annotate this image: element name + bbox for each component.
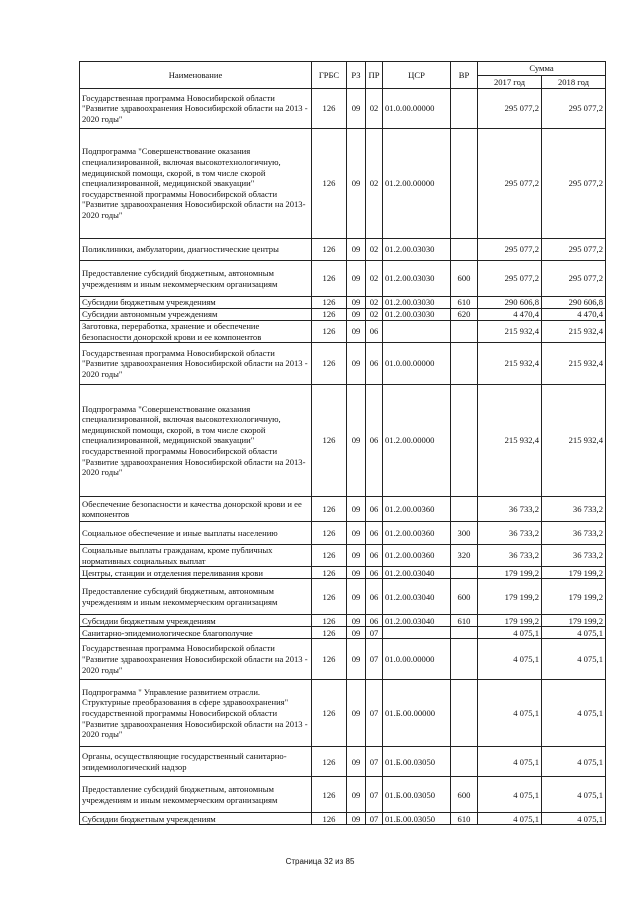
cell-grbs: 126 <box>312 579 347 615</box>
cell-grbs: 126 <box>312 309 347 321</box>
table-row <box>80 567 606 579</box>
cell-sum-2017: 295 077,2 <box>478 89 542 129</box>
cell-rz: 09 <box>347 497 366 522</box>
cell-rz: 09 <box>347 89 366 129</box>
cell-sum-2018: 295 077,2 <box>542 261 606 297</box>
cell-csr: 01.0.00.00000 <box>383 343 451 385</box>
cell-pr: 06 <box>366 579 383 615</box>
cell-pr: 07 <box>366 680 383 747</box>
cell-csr: 01.2.00.03040 <box>383 615 451 627</box>
cell-rz: 09 <box>347 639 366 680</box>
table-row <box>80 129 606 239</box>
cell-vr <box>451 627 478 639</box>
cell-sum-2018: 295 077,2 <box>542 239 606 261</box>
cell-name: Субсидии бюджетным учреждениям <box>80 297 312 309</box>
header-2017: 2017 год <box>478 76 542 89</box>
cell-pr: 07 <box>366 813 383 825</box>
cell-pr: 02 <box>366 309 383 321</box>
cell-grbs: 126 <box>312 89 347 129</box>
cell-csr: 01.Б.00.03050 <box>383 813 451 825</box>
cell-rz: 09 <box>347 309 366 321</box>
cell-vr <box>451 89 478 129</box>
cell-csr <box>383 627 451 639</box>
cell-pr: 06 <box>366 343 383 385</box>
cell-name: Субсидии бюджетным учреждениям <box>80 813 312 825</box>
cell-sum-2018: 36 733,2 <box>542 545 606 567</box>
cell-csr: 01.2.00.00360 <box>383 545 451 567</box>
cell-vr: 610 <box>451 297 478 309</box>
cell-sum-2018: 295 077,2 <box>542 129 606 239</box>
cell-sum-2018: 179 199,2 <box>542 579 606 615</box>
cell-sum-2017: 179 199,2 <box>478 579 542 615</box>
header-csr: ЦСР <box>383 62 451 89</box>
cell-pr: 02 <box>366 239 383 261</box>
cell-csr: 01.2.00.00000 <box>383 129 451 239</box>
cell-pr: 07 <box>366 639 383 680</box>
cell-vr: 610 <box>451 813 478 825</box>
cell-sum-2017: 179 199,2 <box>478 567 542 579</box>
cell-grbs: 126 <box>312 297 347 309</box>
cell-name: Органы, осуществляющие государственный санитарно-эпидемиологический надзор <box>80 747 312 777</box>
cell-vr <box>451 639 478 680</box>
cell-sum-2017: 215 932,4 <box>478 385 542 497</box>
table-row <box>80 297 606 309</box>
cell-name: Государственная программа Новосибирской области "Развитие здравоохранения Новосибирской области на 2013 - 2020 годы" <box>80 89 312 129</box>
cell-vr: 610 <box>451 615 478 627</box>
cell-sum-2017: 36 733,2 <box>478 545 542 567</box>
table-row <box>80 627 606 639</box>
cell-pr: 02 <box>366 261 383 297</box>
cell-sum-2018: 179 199,2 <box>542 567 606 579</box>
cell-csr: 01.2.00.03030 <box>383 309 451 321</box>
cell-name: Санитарно-эпидемиологическое благополучие <box>80 627 312 639</box>
cell-sum-2018: 4 075,1 <box>542 813 606 825</box>
cell-rz: 09 <box>347 321 366 343</box>
cell-sum-2018: 4 075,1 <box>542 680 606 747</box>
cell-vr: 600 <box>451 579 478 615</box>
cell-csr: 01.2.00.03030 <box>383 239 451 261</box>
cell-grbs: 126 <box>312 321 347 343</box>
cell-name: Центры, станции и отделения переливания крови <box>80 567 312 579</box>
cell-vr <box>451 343 478 385</box>
cell-rz: 09 <box>347 129 366 239</box>
cell-pr: 06 <box>366 545 383 567</box>
cell-sum-2017: 4 075,1 <box>478 627 542 639</box>
cell-csr: 01.0.00.00000 <box>383 639 451 680</box>
cell-vr <box>451 321 478 343</box>
header-name: Наименование <box>80 62 312 89</box>
cell-grbs: 126 <box>312 813 347 825</box>
cell-rz: 09 <box>347 385 366 497</box>
cell-pr: 06 <box>366 321 383 343</box>
cell-rz: 09 <box>347 545 366 567</box>
cell-rz: 09 <box>347 627 366 639</box>
cell-vr: 600 <box>451 777 478 813</box>
cell-name: Заготовка, переработка, хранение и обеспечение безопасности донорской крови и ее компонентов <box>80 321 312 343</box>
cell-sum-2018: 215 932,4 <box>542 385 606 497</box>
cell-name: Предоставление субсидий бюджетным, автономным учреждениям и иным некоммерческим организациям <box>80 777 312 813</box>
cell-sum-2017: 4 075,1 <box>478 639 542 680</box>
cell-vr <box>451 680 478 747</box>
table-row <box>80 385 606 497</box>
cell-sum-2017: 215 932,4 <box>478 343 542 385</box>
cell-sum-2017: 4 075,1 <box>478 680 542 747</box>
cell-vr <box>451 385 478 497</box>
cell-name: Подпрограмма " Управление развитием отрасли. Структурные преобразования в сфере здравоохранения" государственной программы Новосибирской области "Развитие здравоохранения Новосибирской области на 2013 - 2020 годы" <box>80 680 312 747</box>
cell-sum-2018: 290 606,8 <box>542 297 606 309</box>
cell-pr: 06 <box>366 522 383 545</box>
cell-csr: 01.0.00.00000 <box>383 89 451 129</box>
cell-name: Государственная программа Новосибирской области "Развитие здравоохранения Новосибирской области на 2013 - 2020 годы" <box>80 639 312 680</box>
cell-sum-2018: 295 077,2 <box>542 89 606 129</box>
table-row <box>80 239 606 261</box>
cell-rz: 09 <box>347 522 366 545</box>
header-sum: Сумма <box>478 62 606 76</box>
cell-name: Субсидии бюджетным учреждениям <box>80 615 312 627</box>
cell-grbs: 126 <box>312 567 347 579</box>
cell-sum-2018: 215 932,4 <box>542 343 606 385</box>
page-footer: Страница 32 из 85 <box>285 857 355 866</box>
cell-name: Государственная программа Новосибирской области "Развитие здравоохранения Новосибирской области на 2013 - 2020 годы" <box>80 343 312 385</box>
cell-sum-2018: 4 075,1 <box>542 639 606 680</box>
cell-grbs: 126 <box>312 129 347 239</box>
cell-grbs: 126 <box>312 239 347 261</box>
cell-csr: 01.Б.00.03050 <box>383 747 451 777</box>
table-row <box>80 615 606 627</box>
cell-sum-2018: 4 075,1 <box>542 627 606 639</box>
cell-grbs: 126 <box>312 680 347 747</box>
cell-grbs: 126 <box>312 497 347 522</box>
header-grbs: ГРБС <box>312 62 347 89</box>
cell-rz: 09 <box>347 680 366 747</box>
cell-name: Подпрограмма "Совершенствование оказания специализированной, включая высокотехнологичную, медицинской помощи, скорой, в том числе скорой специализированной, медицинской эвакуации" государственной программы Новосибирской области "Развитие здравоохранения Новосибирской области на 2013-2020 годы" <box>80 129 312 239</box>
cell-csr: 01.2.00.00360 <box>383 522 451 545</box>
cell-name: Субсидии автономным учреждениям <box>80 309 312 321</box>
cell-grbs: 126 <box>312 385 347 497</box>
cell-vr: 600 <box>451 261 478 297</box>
cell-name: Предоставление субсидий бюджетным, автономным учреждениям и иным некоммерческим организациям <box>80 261 312 297</box>
cell-csr: 01.2.00.03030 <box>383 261 451 297</box>
cell-rz: 09 <box>347 747 366 777</box>
cell-pr: 02 <box>366 89 383 129</box>
cell-csr: 01.2.00.03030 <box>383 297 451 309</box>
table-row <box>80 579 606 615</box>
cell-csr: 01.2.00.00000 <box>383 385 451 497</box>
cell-csr: 01.Б.00.03050 <box>383 777 451 813</box>
cell-sum-2018: 179 199,2 <box>542 615 606 627</box>
cell-sum-2017: 4 075,1 <box>478 747 542 777</box>
cell-rz: 09 <box>347 813 366 825</box>
cell-grbs: 126 <box>312 545 347 567</box>
cell-grbs: 126 <box>312 522 347 545</box>
cell-sum-2018: 36 733,2 <box>542 497 606 522</box>
cell-vr <box>451 567 478 579</box>
cell-vr <box>451 239 478 261</box>
cell-sum-2017: 215 932,4 <box>478 321 542 343</box>
cell-name: Подпрограмма "Совершенствование оказания специализированной, включая высокотехнологичную, медицинской помощи, скорой, в том числе скорой специализированной, медицинской эвакуации" государственной программы Новосибирской области "Развитие здравоохранения Новосибирской области на 2013-2020 годы" <box>80 385 312 497</box>
header-vr: ВР <box>451 62 478 89</box>
cell-pr: 06 <box>366 567 383 579</box>
cell-grbs: 126 <box>312 747 347 777</box>
cell-grbs: 126 <box>312 343 347 385</box>
header-2018: 2018 год <box>542 76 606 89</box>
cell-grbs: 126 <box>312 615 347 627</box>
table-row <box>80 680 606 747</box>
header-pr: ПР <box>366 62 383 89</box>
cell-name: Обеспечение безопасности и качества донорской крови и ее компонентов <box>80 497 312 522</box>
cell-vr <box>451 747 478 777</box>
cell-name: Социальное обеспечение и иные выплаты населению <box>80 522 312 545</box>
cell-sum-2018: 4 075,1 <box>542 747 606 777</box>
cell-rz: 09 <box>347 261 366 297</box>
table-row <box>80 321 606 343</box>
table-row <box>80 89 606 129</box>
cell-csr: 01.2.00.03040 <box>383 567 451 579</box>
cell-sum-2017: 179 199,2 <box>478 615 542 627</box>
cell-pr: 07 <box>366 777 383 813</box>
cell-sum-2017: 4 470,4 <box>478 309 542 321</box>
cell-sum-2017: 36 733,2 <box>478 522 542 545</box>
cell-vr: 320 <box>451 545 478 567</box>
cell-grbs: 126 <box>312 261 347 297</box>
cell-rz: 09 <box>347 615 366 627</box>
cell-name: Социальные выплаты гражданам, кроме публичных нормативных социальных выплат <box>80 545 312 567</box>
cell-name: Поликлиники, амбулатории, диагностические центры <box>80 239 312 261</box>
cell-csr <box>383 321 451 343</box>
table-body <box>80 89 606 825</box>
table-row <box>80 309 606 321</box>
cell-sum-2018: 4 470,4 <box>542 309 606 321</box>
cell-pr: 02 <box>366 129 383 239</box>
table-row <box>80 343 606 385</box>
cell-grbs: 126 <box>312 639 347 680</box>
cell-vr <box>451 497 478 522</box>
table-row <box>80 545 606 567</box>
cell-rz: 09 <box>347 567 366 579</box>
cell-sum-2017: 295 077,2 <box>478 129 542 239</box>
cell-pr: 06 <box>366 385 383 497</box>
cell-pr: 06 <box>366 615 383 627</box>
cell-rz: 09 <box>347 297 366 309</box>
cell-grbs: 126 <box>312 627 347 639</box>
table-row <box>80 522 606 545</box>
cell-sum-2018: 215 932,4 <box>542 321 606 343</box>
header-rz: РЗ <box>347 62 366 89</box>
cell-sum-2018: 36 733,2 <box>542 522 606 545</box>
cell-csr: 01.2.00.00360 <box>383 497 451 522</box>
table-row <box>80 777 606 813</box>
cell-pr: 07 <box>366 627 383 639</box>
cell-csr: 01.Б.00.00000 <box>383 680 451 747</box>
cell-vr: 620 <box>451 309 478 321</box>
cell-sum-2017: 4 075,1 <box>478 777 542 813</box>
cell-sum-2017: 4 075,1 <box>478 813 542 825</box>
cell-grbs: 126 <box>312 777 347 813</box>
budget-table <box>79 61 606 825</box>
cell-csr: 01.2.00.03040 <box>383 579 451 615</box>
table-row <box>80 747 606 777</box>
cell-pr: 06 <box>366 497 383 522</box>
cell-pr: 02 <box>366 297 383 309</box>
cell-sum-2017: 295 077,2 <box>478 239 542 261</box>
cell-name: Предоставление субсидий бюджетным, автономным учреждениям и иным некоммерческим организациям <box>80 579 312 615</box>
cell-rz: 09 <box>347 239 366 261</box>
table-row <box>80 639 606 680</box>
cell-sum-2018: 4 075,1 <box>542 777 606 813</box>
cell-rz: 09 <box>347 777 366 813</box>
cell-sum-2017: 290 606,8 <box>478 297 542 309</box>
cell-sum-2017: 36 733,2 <box>478 497 542 522</box>
table-row <box>80 261 606 297</box>
cell-sum-2017: 295 077,2 <box>478 261 542 297</box>
table-row <box>80 813 606 825</box>
table-row <box>80 497 606 522</box>
cell-vr: 300 <box>451 522 478 545</box>
cell-rz: 09 <box>347 343 366 385</box>
cell-vr <box>451 129 478 239</box>
cell-rz: 09 <box>347 579 366 615</box>
cell-pr: 07 <box>366 747 383 777</box>
